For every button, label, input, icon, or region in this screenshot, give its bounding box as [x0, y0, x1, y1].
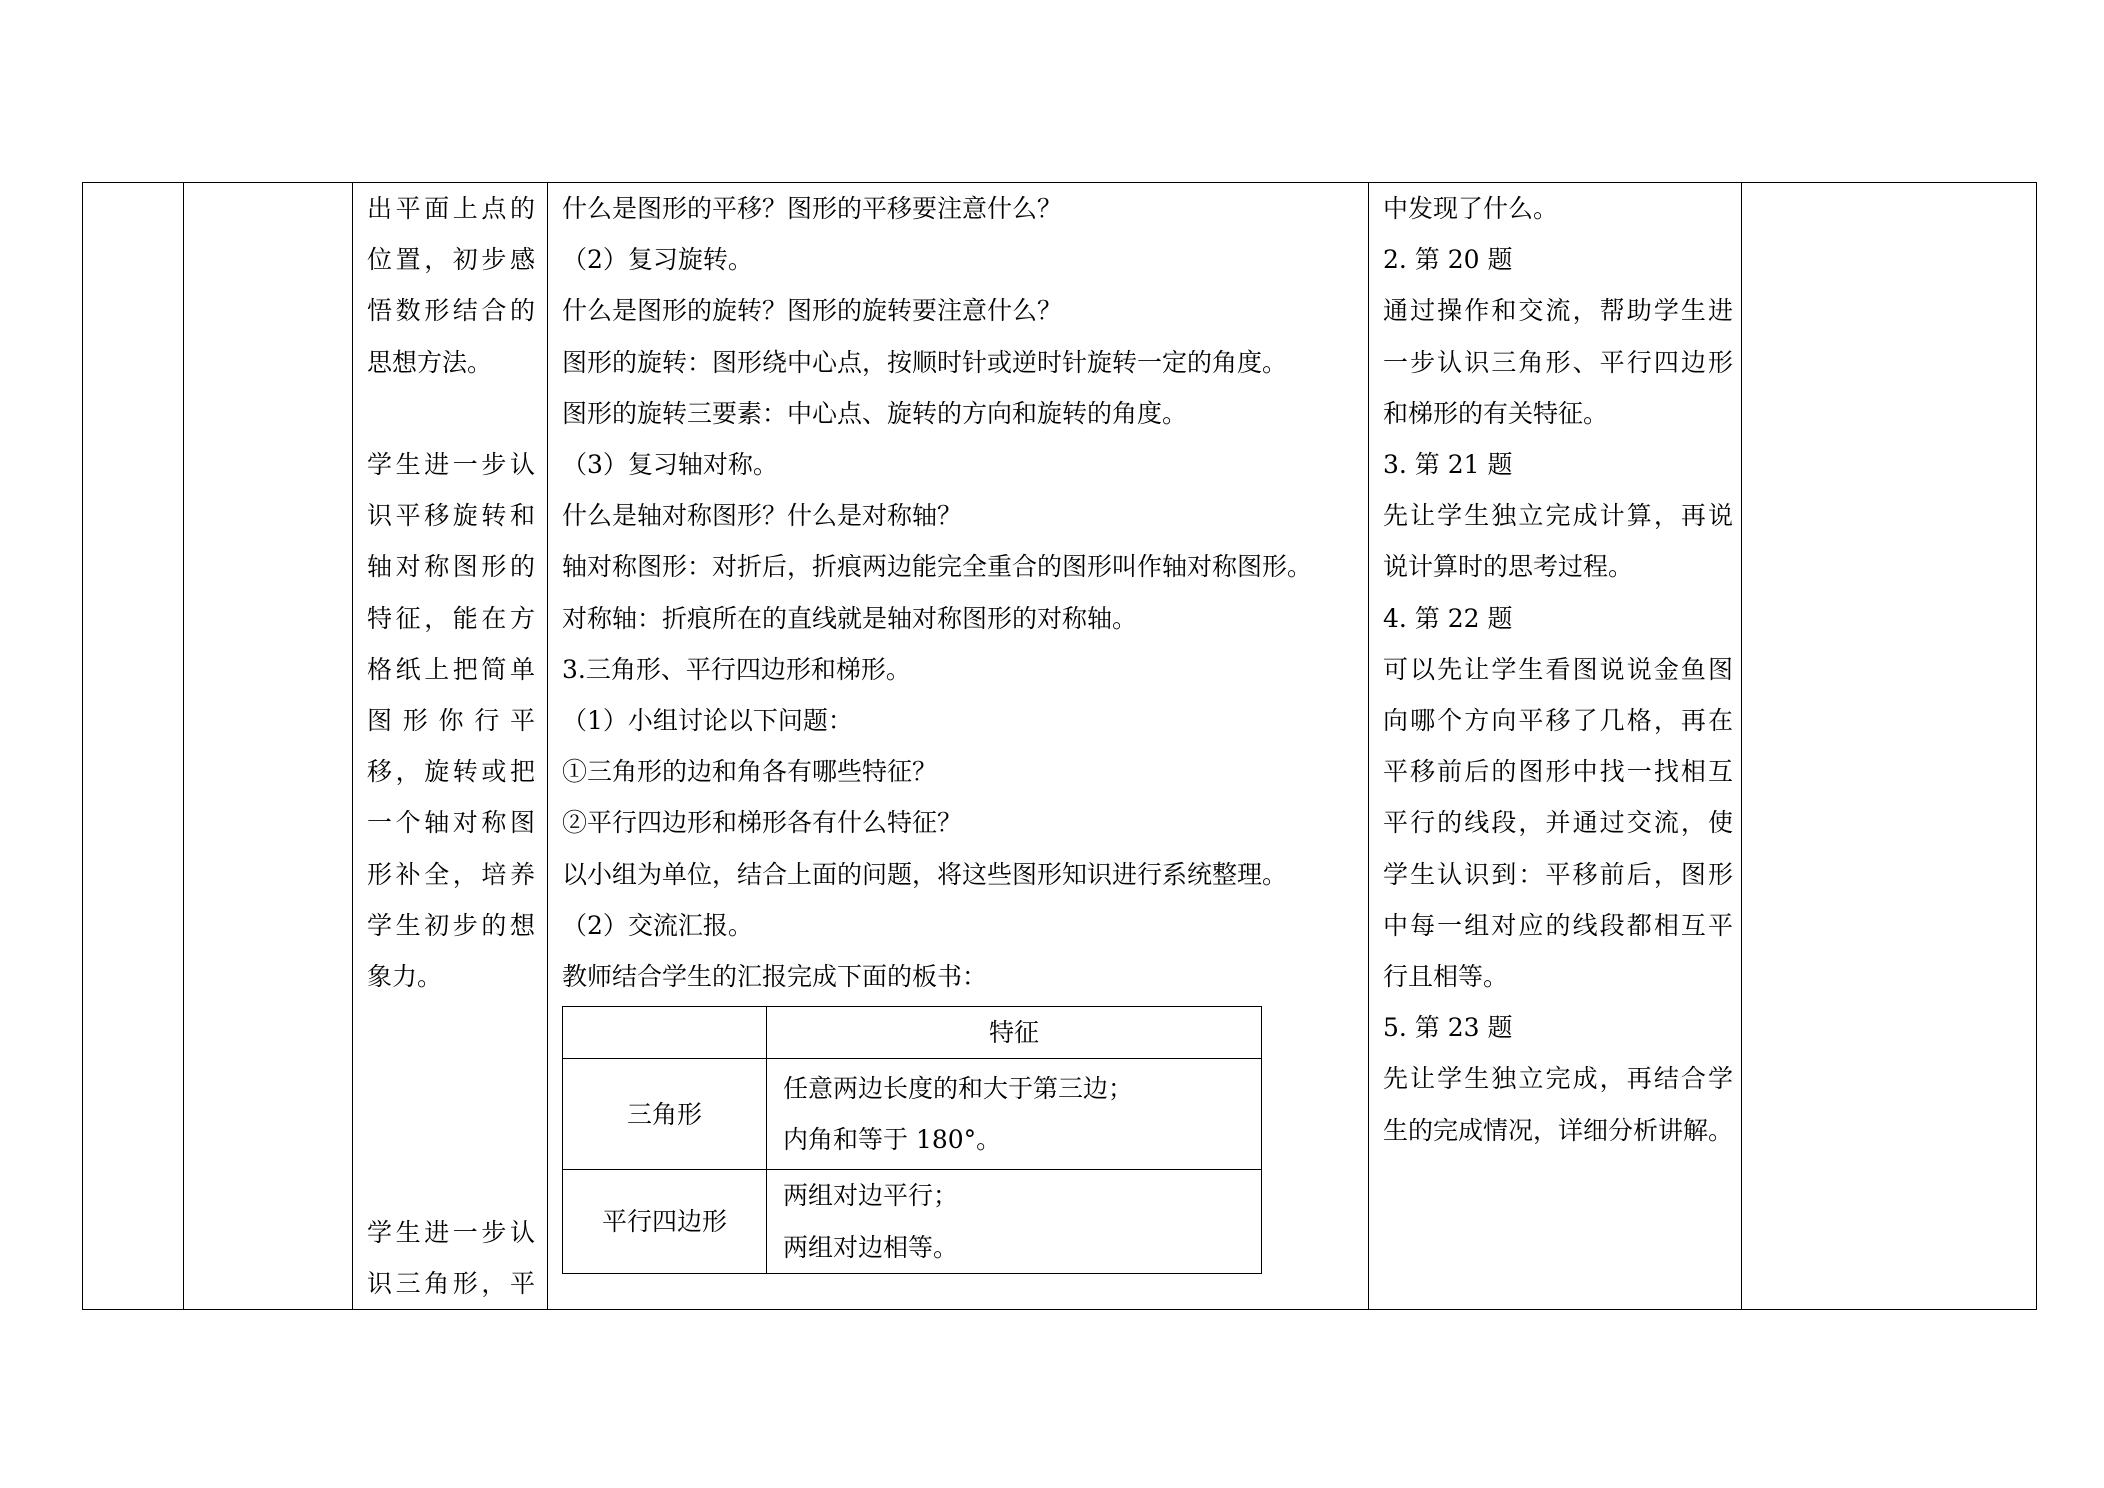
intent-line: 生的完成情况，详细分析讲解。: [1383, 1115, 1734, 1145]
objective-line: 学生初步的想: [367, 910, 535, 940]
intent-line: 向哪个方向平移了几格，再在: [1383, 706, 1733, 736]
board-header-label: 特征: [767, 1007, 1262, 1059]
process-line: 图形的旋转：图形绕中心点，按顺时针或逆时针旋转一定的角度。: [562, 347, 1288, 377]
process-line: 3.三角形、平行四边形和梯形。: [562, 654, 911, 684]
process-cell: [548, 183, 1369, 1310]
intent-line: 4. 第 22 题: [1383, 603, 1513, 633]
board-header-blank: [563, 1007, 767, 1059]
intent-cell: [1369, 183, 1742, 1310]
process-line: ②平行四边形和梯形各有什么特征？: [562, 808, 963, 838]
intent-line: 行且相等。: [1383, 962, 1509, 992]
objective-line: 形补全，培养: [367, 859, 535, 889]
objective-line: 位置，初步感: [367, 245, 535, 275]
process-text: [548, 183, 1368, 1274]
objective-line: 思想方法。: [367, 347, 493, 377]
objective-line: 移，旋转或把: [367, 757, 535, 787]
process-line: 图形的旋转三要素：中心点、旋转的方向和旋转的角度。: [562, 398, 1188, 428]
board-feature-line: 两组对边相等。: [783, 1232, 959, 1262]
empty-cell-1: [83, 183, 184, 1310]
process-line: ①三角形的边和角各有哪些特征？: [562, 757, 938, 787]
intent-text: [1369, 183, 1741, 1156]
spacer: [367, 388, 535, 439]
process-line: 什么是轴对称图形？什么是对称轴？: [562, 501, 963, 531]
intent-line: 平移前后的图形中找一找相互: [1383, 757, 1733, 787]
intent-line: 3. 第 21 题: [1383, 450, 1513, 480]
intent-line: 中每一组对应的线段都相互平: [1383, 910, 1733, 940]
empty-cell-3: [1742, 183, 2037, 1310]
board-feature-line: 内角和等于 180°。: [783, 1125, 1002, 1155]
objectives-text: [353, 183, 547, 1309]
objective-line: 学生进一步认: [367, 450, 535, 479]
objective-line: 悟数形结合的: [367, 296, 535, 326]
board-row: [563, 1170, 1262, 1273]
intent-line: 和梯形的有关特征。: [1383, 398, 1609, 428]
intent-line: 通过操作和交流，帮助学生进: [1383, 296, 1733, 326]
objective-line: 象力。: [367, 962, 443, 992]
process-line: 什么是图形的平移？图形的平移要注意什么？: [562, 194, 1063, 223]
spacer: [367, 1002, 535, 1207]
intent-line: 学生认识到：平移前后，图形: [1383, 859, 1733, 889]
objective-line: 一个轴对称图: [367, 808, 535, 838]
objective-line: 识平移旋转和: [367, 501, 535, 531]
objective-line: 格纸上把简单: [367, 654, 535, 684]
board-feature-line: 两组对边平行；: [783, 1181, 959, 1211]
intent-line: 一步认识三角形、平行四边形: [1383, 347, 1733, 377]
process-line: （2）复习旋转。: [562, 245, 753, 275]
board-shape-label: 平行四边形: [563, 1170, 767, 1273]
objective-line: 图 形 你 行 平: [367, 706, 535, 736]
process-line: 轴对称图形：对折后，折痕两边能完全重合的图形叫作轴对称图形。: [562, 552, 1313, 582]
objective-line: 学生进一步认: [367, 1218, 535, 1248]
board-features: [767, 1059, 1262, 1170]
objective-line: 轴对称图形的: [367, 552, 535, 582]
intent-line: 5. 第 23 题: [1383, 1013, 1513, 1043]
objective-line: 识三角形，平: [367, 1269, 535, 1299]
intent-line: 可以先让学生看图说说金鱼图: [1383, 654, 1733, 684]
intent-line: 2. 第 20 题: [1383, 245, 1513, 275]
process-line: 对称轴：折痕所在的直线就是轴对称图形的对称轴。: [562, 603, 1138, 633]
intent-line: 先让学生独立完成，再结合学: [1383, 1064, 1733, 1094]
intent-line: 说计算时的思考过程。: [1383, 552, 1634, 582]
objectives-cell: [353, 183, 548, 1310]
intent-line: 先让学生独立完成计算，再说: [1383, 501, 1733, 531]
lesson-plan-table: [82, 182, 2037, 1310]
table-row: [83, 183, 2037, 1310]
intent-line: 中发现了什么。: [1383, 194, 1559, 223]
objective-line: 特征，能在方: [367, 603, 535, 633]
board-table: [562, 1006, 1262, 1274]
objective-line: 出平面上点的: [367, 194, 535, 223]
board-features: [767, 1170, 1262, 1273]
process-line: 教师结合学生的汇报完成下面的板书：: [562, 962, 988, 992]
process-line: 什么是图形的旋转？图形的旋转要注意什么？: [562, 296, 1063, 326]
board-shape-label: 三角形: [563, 1059, 767, 1170]
board-header-row: [563, 1007, 1262, 1059]
intent-line: 平行的线段，并通过交流，使: [1383, 808, 1733, 838]
process-line: （3）复习轴对称。: [562, 450, 778, 480]
process-line: （2）交流汇报。: [562, 910, 753, 940]
process-line: （1）小组讨论以下问题：: [562, 706, 853, 736]
board-row: [563, 1059, 1262, 1170]
empty-cell-2: [184, 183, 353, 1310]
board-feature-line: 任意两边长度的和大于第三边；: [783, 1074, 1134, 1104]
process-line: 以小组为单位，结合上面的问题，将这些图形知识进行系统整理。: [562, 859, 1288, 889]
